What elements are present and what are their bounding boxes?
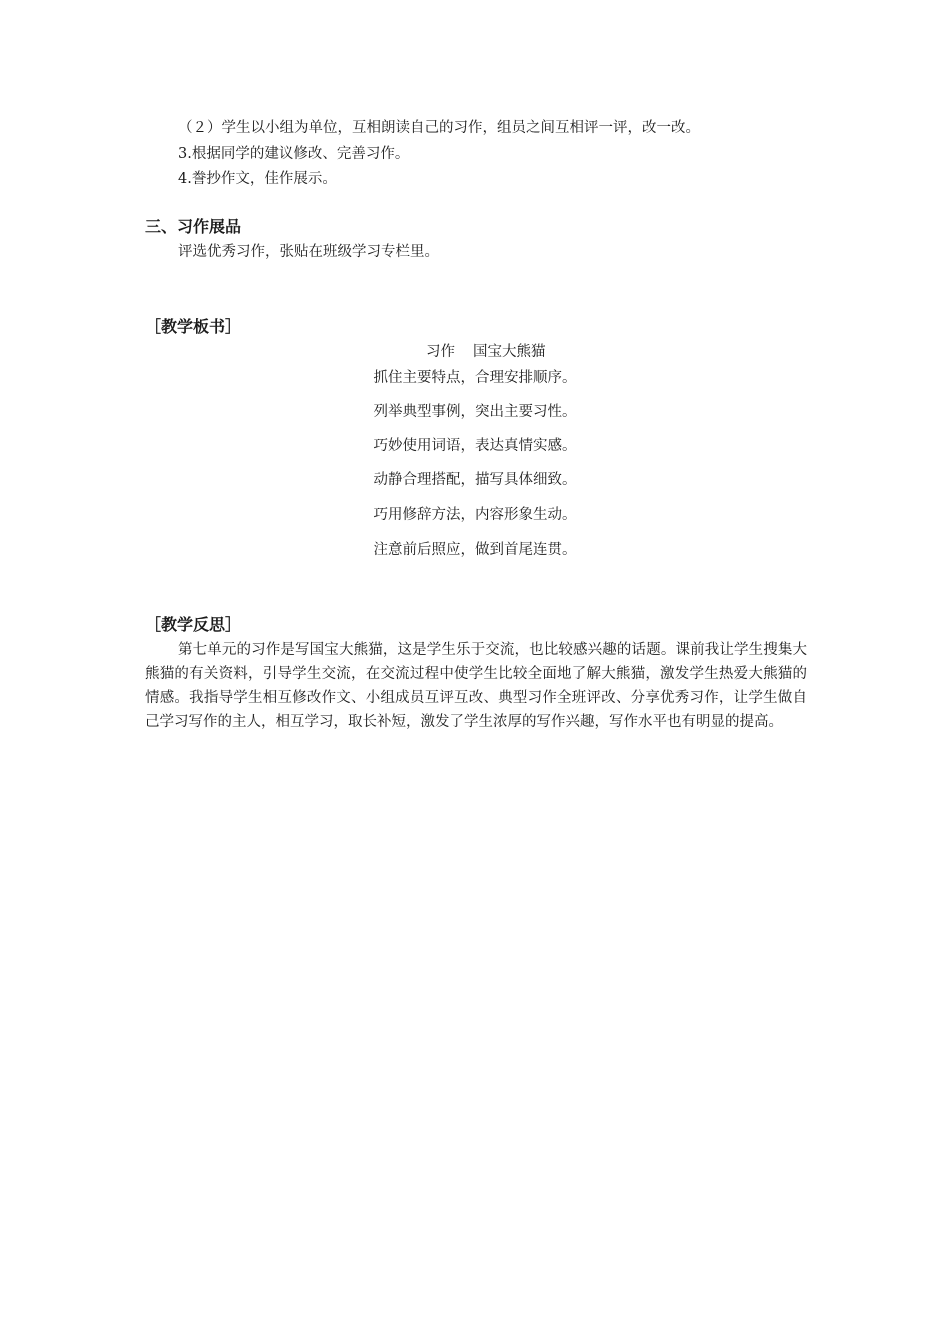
- step-3: 3.根据同学的建议修改、完善习作。: [178, 146, 410, 162]
- section-three-text: 评选优秀习作，张贴在班级学习专栏里。: [178, 244, 439, 260]
- board-title-right: 国宝大熊猫: [473, 344, 546, 360]
- board-line-5: 巧用修辞方法，内容形象生动。: [373, 507, 577, 523]
- reflection-paragraph: 第七单元的习作是写国宝大熊猫，这是学生乐于交流，也比较感兴趣的话题。课前我让学生搜集大熊猫的有关资料，引导学生交流，在交流过程中使学生比较全面地了解大熊猫，激发学生热爱大熊猫的情感。我指导学生相互修改作文、小组成员互评互改、典型习作全班评改、分享优秀习作，让学生做自己学习写作的主人，相互学习，取长补短，激发了学生浓厚的写作兴趣，写作水平也有明显的提高。: [145, 642, 807, 730]
- board-line-4: 动静合理搭配，描写具体细致。: [373, 472, 577, 488]
- board-heading: ［教学板书］: [145, 317, 242, 336]
- board-line-3: 巧妙使用词语，表达真情实感。: [373, 438, 577, 454]
- step-4: 4.誊抄作文，佳作展示。: [178, 171, 337, 187]
- board-line-2: 列举典型事例，突出主要习性。: [373, 404, 577, 420]
- reflection-heading: ［教学反思］: [145, 615, 242, 634]
- board-line-1: 抓住主要特点，合理安排顺序。: [373, 370, 577, 386]
- board-title-left: 习作: [426, 344, 455, 360]
- board-line-6: 注意前后照应，做到首尾连贯。: [373, 542, 577, 558]
- step-2-sub: （２）学生以小组为单位，互相朗读自己的习作，组员之间互相评一评，改一改。: [178, 120, 700, 136]
- section-three-title: 三、习作展品: [145, 217, 242, 236]
- board-title: [426, 342, 546, 362]
